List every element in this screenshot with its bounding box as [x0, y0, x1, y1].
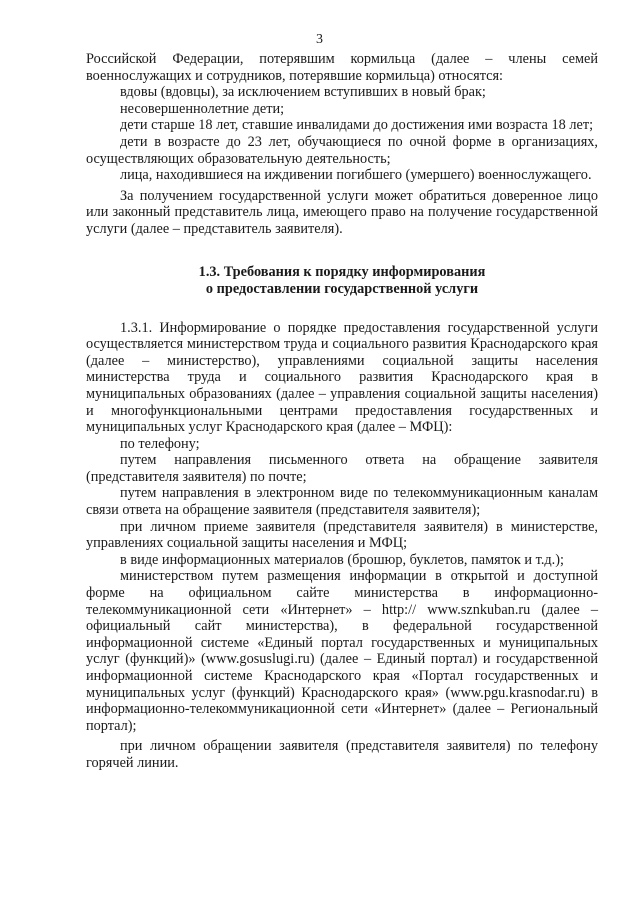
page-content [86, 51, 598, 772]
paragraph: по телефону; [120, 435, 200, 452]
paragraph: при личном приеме заявителя (представителя заявителя) в министерстве, управлениях социальной защиты населения и МФЦ; [86, 518, 598, 552]
paragraph: вдовы (вдовцы), за исключением вступивших в новый брак; [120, 84, 486, 101]
section-heading-line: 1.3. Требования к порядку информирования [198, 263, 486, 280]
paragraph: несовершеннолетние дети; [120, 100, 285, 117]
paragraph: при личном обращении заявителя (представителя заявителя) по телефону горячей линии. [86, 738, 598, 771]
paragraph: лица, находившиеся на иждивении погибшего (умершего) военнослужащего. [120, 167, 592, 184]
page-number: 3 [316, 32, 323, 47]
paragraph: дети в возрасте до 23 лет, обучающиеся по очной форме в организациях, осуществляющих образовательную деятельность; [86, 133, 598, 167]
paragraph: министерством путем размещения информации в открытой и доступной форме на официальном сайте министерства в информационно-телекоммуникационной сети «Интернет» – http:// www.sznkuban.ru (далее – официальный сайт министерства), в федеральной государственной информационной системе «Единый портал государственных и муниципальных услуг (функций)» (www.gosuslugi.ru) (далее – Единый портал) и государственной информационной системе Краснодарского края «Портал государственных и муниципальных услуг (функций) Краснодарского края» (www.pgu.krasnodar.ru) в информационно-телекоммуникационной сети «Интернет» (далее – Региональный портал); [86, 568, 598, 734]
paragraph: За получением государственной услуги может обратиться доверенное лицо или законный представитель лица, имеющего право на получение государственной услуги (далее – представитель заявителя). [86, 187, 598, 237]
paragraph: путем направления письменного ответа на обращение заявителя (представителя заявителя) по почте; [86, 452, 598, 485]
section-heading-line: о предоставлении государственной услуги [205, 280, 479, 297]
section-heading [86, 264, 598, 298]
paragraph: путем направления в электронном виде по телекоммуникационным каналам связи ответа на обращение заявителя (представителя заявителя); [86, 485, 598, 519]
paragraph: в виде информационных материалов (брошюр, буклетов, памяток и т.д.); [120, 551, 564, 568]
paragraph: дети старше 18 лет, ставшие инвалидами до достижения ими возраста 18 лет; [120, 117, 594, 134]
paragraph: 1.3.1. Информирование о порядке предоставления государственной услуги осуществляется министерством труда и социального развития Краснодарского края (далее – министерство), управлениями социальной защиты населения министерства труда и социального развития Краснодарского края в муниципальных образованиях (далее – управления социальной защиты населения) и многофункциональными центрами предоставления государственных и муниципальных услуг Краснодарского края (далее – МФЦ): [86, 319, 598, 436]
paragraph: Российской Федерации, потерявшим кормильца (далее – члены семей военнослужащих и сотрудников, потерявшие кормильца) относятся: [86, 51, 598, 84]
